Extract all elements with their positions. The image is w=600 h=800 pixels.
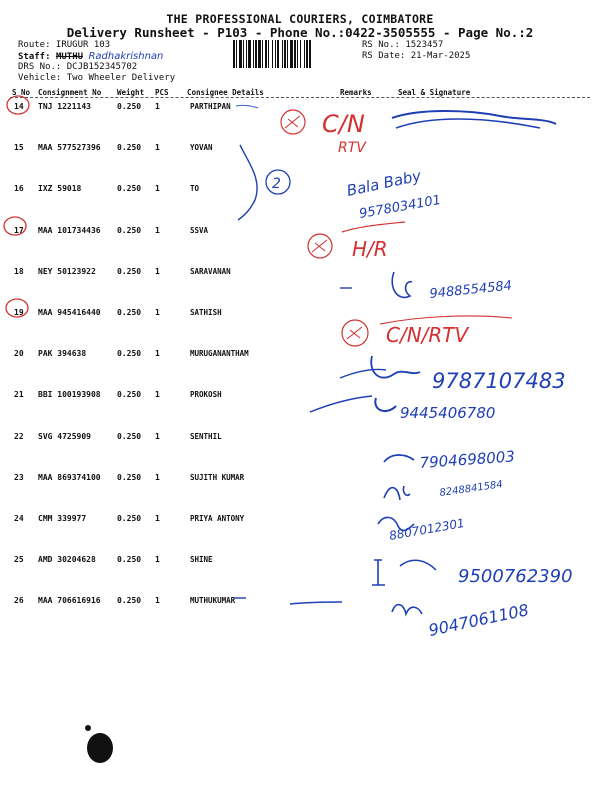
row-consignee: SENTHIL [190, 432, 222, 441]
row-sno: 24 [14, 514, 24, 523]
drs-number: DRS No.: DCJB152345702 [18, 62, 138, 72]
row-weight: 0.250 [117, 596, 142, 605]
row-consignment-no: MAA 101734436 [38, 226, 101, 235]
row-consignee: PROKOSH [190, 390, 222, 399]
row-consignment-no: PAK 394638 [38, 349, 87, 358]
col-header-consignee: Consignee Details [187, 88, 264, 97]
table-row [0, 390, 600, 404]
row-weight: 0.250 [117, 184, 142, 193]
rs-number: RS No.: 1523457 [362, 40, 444, 50]
row-weight: 0.250 [117, 143, 142, 152]
row-consignee: PARTHIPAN [190, 102, 231, 111]
phone-23b: 8248841584 [438, 479, 504, 499]
row-pcs: 1 [155, 555, 160, 564]
runsheet-title: Delivery Runsheet - P103 - Phone No.:0422-3505555 - Page No.:2 [66, 25, 534, 40]
row-sno: 14 [14, 102, 24, 111]
row-pcs: 1 [155, 226, 160, 235]
phone-16: 9578034101 [358, 192, 443, 222]
staff-line [18, 51, 163, 62]
row-weight: 0.250 [117, 555, 142, 564]
row-weight: 0.250 [117, 390, 142, 399]
table-row [0, 349, 600, 363]
row-pcs: 1 [155, 349, 160, 358]
col-header-pcs: PCS [155, 88, 169, 97]
staff-label: Staff: [18, 52, 51, 62]
row-sno: 25 [14, 555, 24, 564]
phone-24: 8807012301 [388, 515, 466, 543]
col-header-weight: Weight [117, 88, 145, 97]
svg-text:2: 2 [272, 176, 281, 192]
row-sno: 20 [14, 349, 24, 358]
row-consignee: YOVAN [190, 143, 213, 152]
row-weight: 0.250 [117, 102, 142, 111]
remark-cn-14: C/N [322, 110, 365, 138]
col-header-sno: S No [12, 88, 31, 97]
phone-25: 9500762390 [458, 566, 573, 587]
row-consignment-no: MAA 945416440 [38, 308, 101, 317]
barcode [232, 40, 357, 68]
table-row [0, 102, 600, 116]
row-sno: 23 [14, 473, 24, 482]
table-row [0, 143, 600, 157]
row-pcs: 1 [155, 390, 160, 399]
row-pcs: 1 [155, 514, 160, 523]
col-header-remarks: Remarks [340, 88, 372, 97]
row-consignee: SSVA [190, 226, 209, 235]
route-label: Route: IRUGUR 103 [18, 40, 111, 50]
row-pcs: 1 [155, 473, 160, 482]
table-row [0, 596, 600, 610]
remark-cn-rtv-19: C/N/RTV [386, 323, 469, 347]
row-pcs: 1 [155, 102, 160, 111]
dash-20 [340, 369, 386, 378]
signature-bala-baby: Bala Baby [345, 166, 423, 200]
row-consignment-no: IXZ 59018 [38, 184, 82, 193]
row-pcs: 1 [155, 143, 160, 152]
header-divider [10, 97, 590, 98]
row-consignment-no: MAA 577527396 [38, 143, 101, 152]
row-pcs: 1 [155, 596, 160, 605]
row-pcs: 1 [155, 432, 160, 441]
row-consignee: SUJITH KUMAR [190, 473, 245, 482]
remark-rtv-14: RTV [338, 140, 366, 156]
row-weight: 0.250 [117, 349, 142, 358]
ink-blot [87, 733, 113, 763]
table-row [0, 267, 600, 281]
row-consignment-no: NEY 50123922 [38, 267, 96, 276]
table-row [0, 308, 600, 322]
staff-struck-name: MUTHU [55, 52, 84, 62]
row-sno: 22 [14, 432, 24, 441]
row-consignee: TO [190, 184, 200, 193]
signature-23b [384, 486, 410, 500]
row-sno: 26 [14, 596, 24, 605]
red-reject-circle-19 [342, 320, 368, 346]
row-pcs: 1 [155, 308, 160, 317]
row-consignee: SATHISH [190, 308, 222, 317]
remark-hr-17: H/R [352, 237, 388, 261]
row-weight: 0.250 [117, 267, 142, 276]
phone-20: 9787107483 [432, 369, 566, 393]
row-consignee: MUTHUKUMAR [190, 596, 236, 605]
staff-handwritten-name: Radhakrishnan [88, 51, 164, 62]
phone-26: 9047061108 [426, 600, 531, 640]
vehicle-type: Vehicle: Two Wheeler Delivery [18, 73, 176, 83]
phone-21: 9445406780 [400, 404, 496, 422]
table-row [0, 555, 600, 569]
phone-18: 9488554584 [428, 278, 513, 302]
row-weight: 0.250 [117, 432, 142, 441]
row-consignee: SHINE [190, 555, 213, 564]
table-row [0, 226, 600, 240]
row-pcs: 1 [155, 267, 160, 276]
scribble-14b [396, 119, 540, 128]
row-sno: 16 [14, 184, 24, 193]
col-header-seal-signature: Seal & Signature [398, 88, 471, 97]
row-sno: 21 [14, 390, 24, 399]
row-consignment-no: AMD 30204628 [38, 555, 96, 564]
row-consignment-no: MAA 706616916 [38, 596, 101, 605]
row-weight: 0.250 [117, 514, 142, 523]
row-weight: 0.250 [117, 308, 142, 317]
ink-dot [85, 725, 91, 731]
table-row [0, 514, 600, 528]
phone-23: 7904698003 [419, 447, 516, 472]
row-consignee: MURUGANANTHAM [190, 349, 249, 358]
signature-23 [384, 455, 414, 462]
company-name: THE PROFESSIONAL COURIERS, COIMBATORE [166, 12, 434, 26]
row-consignment-no: TNJ 1221143 [38, 102, 91, 111]
table-row [0, 432, 600, 446]
row-pcs: 1 [155, 184, 160, 193]
row-consignment-no: BBI 100193908 [38, 390, 101, 399]
row-consignment-no: CMM 339977 [38, 514, 87, 523]
row-consignee: SARAVANAN [190, 267, 231, 276]
rs-date: RS Date: 21-Mar-2025 [362, 51, 471, 61]
row-weight: 0.250 [117, 226, 142, 235]
row-consignment-no: MAA 869374100 [38, 473, 101, 482]
row-sno: 19 [14, 308, 24, 317]
row-sno: 15 [14, 143, 24, 152]
row-weight: 0.250 [117, 473, 142, 482]
row-sno: 18 [14, 267, 24, 276]
row-sno: 17 [14, 226, 24, 235]
col-header-consignment: Consignment No [38, 88, 102, 97]
row-consignment-no: SVG 4725909 [38, 432, 91, 441]
table-row [0, 184, 600, 198]
row-consignee: PRIYA ANTONY [190, 514, 245, 523]
table-row [0, 473, 600, 487]
